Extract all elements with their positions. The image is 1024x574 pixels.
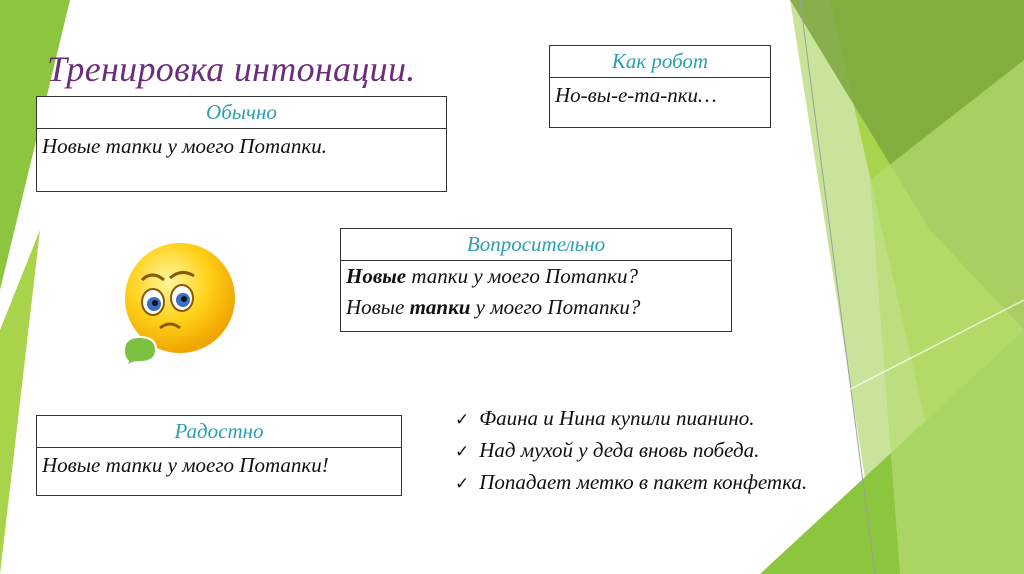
- left-green-stripe: [0, 230, 40, 574]
- stress-word-2: тапки: [409, 295, 471, 319]
- box-normal-text: Новые тапки у моего Потапки.: [42, 134, 327, 158]
- check-icon: ✓: [455, 474, 470, 494]
- box-question-line-2-rest: у моего Потапки?: [470, 295, 641, 319]
- list-item: [455, 467, 807, 499]
- box-robot-header: Как робот: [550, 46, 770, 78]
- box-joyful-header: Радостно: [37, 416, 401, 448]
- box-normal: [36, 96, 447, 192]
- speech-bubble-icon: [124, 337, 156, 372]
- list-item-text: Фаина и Нина купили пианино.: [479, 406, 755, 430]
- check-icon: ✓: [455, 410, 470, 430]
- box-normal-header: Обычно: [37, 97, 446, 129]
- box-question-header: Вопросительно: [341, 229, 731, 261]
- box-robot: [549, 45, 771, 128]
- list-item: [455, 403, 807, 435]
- box-joyful: [36, 415, 402, 496]
- tongue-twister-list: [455, 403, 807, 499]
- sad-smiley-icon: [112, 240, 242, 380]
- list-item-text: Попадает метко в пакет конфетка.: [479, 470, 808, 494]
- box-question-line-1: [341, 261, 731, 292]
- check-icon: ✓: [455, 442, 470, 462]
- page-title: Тренировка интонации.: [47, 49, 416, 89]
- box-question: [340, 228, 732, 332]
- stress-word-1: Новые: [346, 264, 407, 288]
- list-item-text: Над мухой у деда вновь победа.: [479, 438, 760, 462]
- box-question-line-1-rest: тапки у моего Потапки?: [406, 264, 639, 288]
- box-question-line-2: [341, 292, 731, 323]
- box-joyful-text: Новые тапки у моего Потапки!: [42, 453, 329, 477]
- box-robot-text: Но-вы-е-та-пки…: [555, 83, 717, 107]
- list-item: [455, 435, 807, 467]
- box-question-line-2-start: Новые: [346, 295, 410, 319]
